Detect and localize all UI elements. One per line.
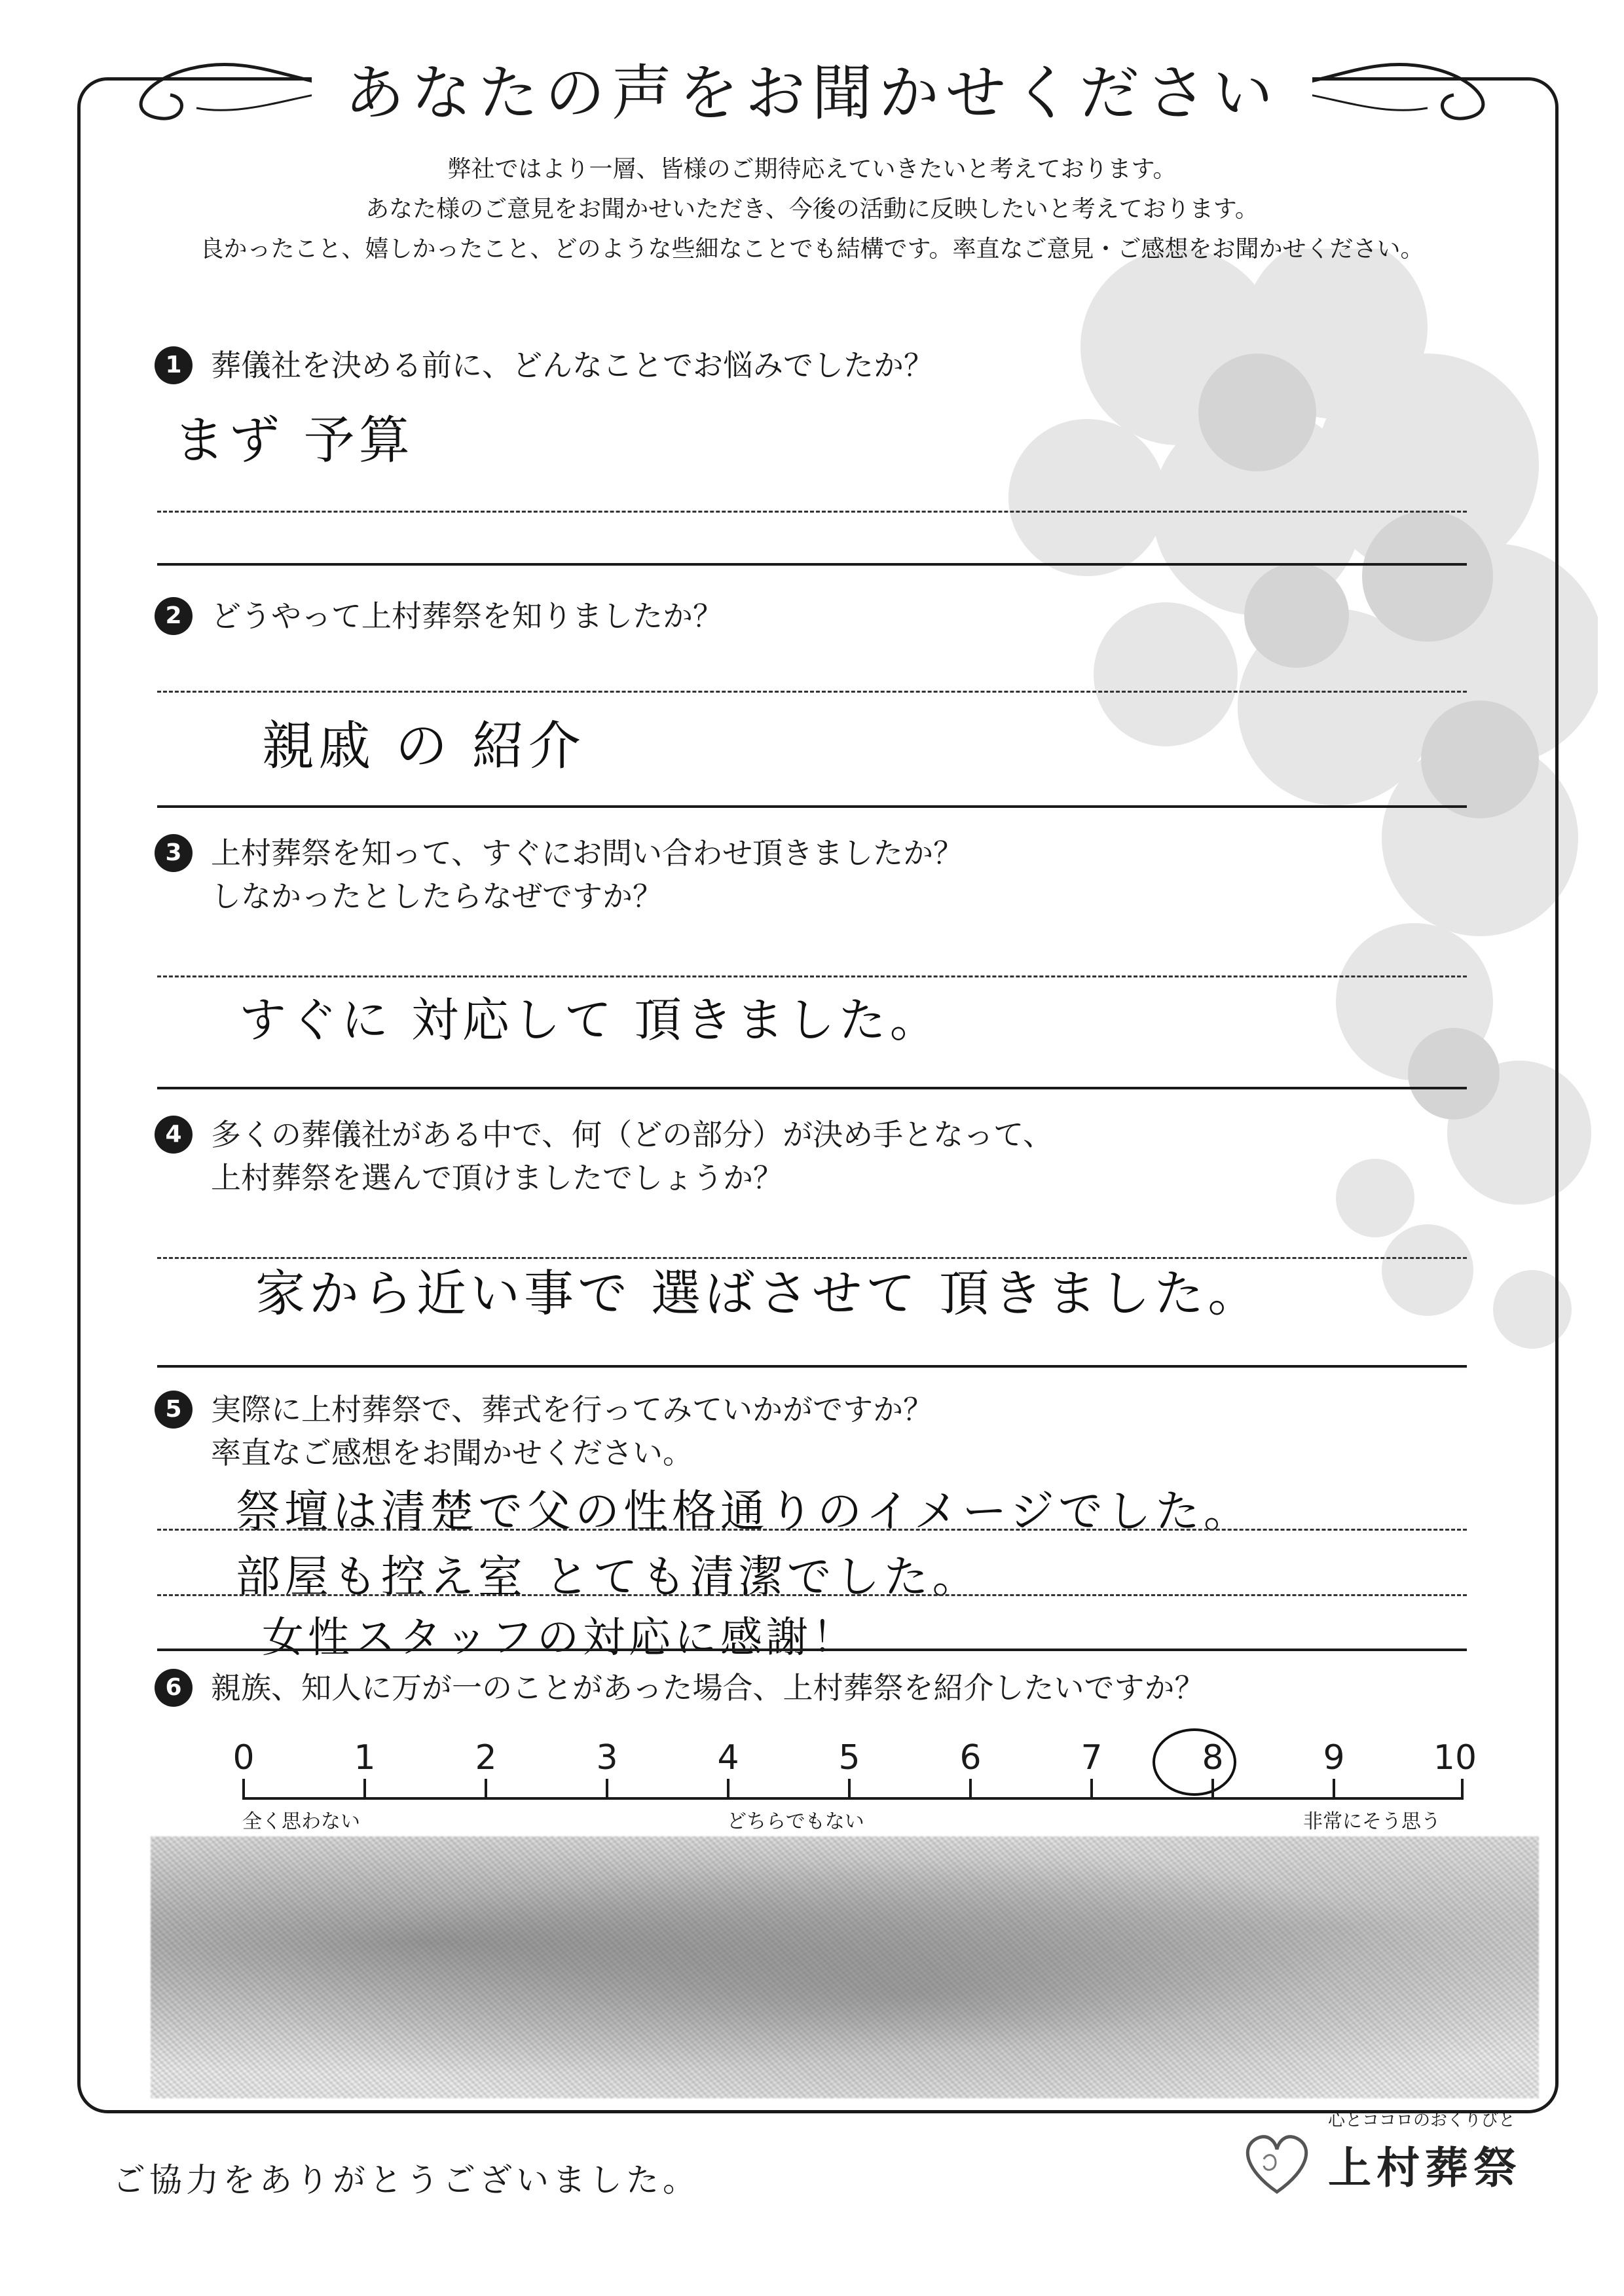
- question-number: 3: [155, 834, 193, 872]
- question-2: [155, 594, 723, 638]
- intro-line: あなた様のご意見をお聞かせいただき、今後の活動に反映したいと考えております。: [365, 196, 1259, 223]
- question-number: 4: [155, 1116, 193, 1154]
- scale-number: 3: [596, 1738, 618, 1777]
- question-3: [155, 831, 963, 918]
- answer-line: [157, 1529, 1467, 1531]
- scale-tick: [363, 1779, 366, 1798]
- answer-line: [157, 511, 1467, 513]
- scale-label-mid: どちらでもない: [727, 1810, 864, 1833]
- answer-1: まず 予算: [174, 411, 414, 470]
- scale-tick: [1211, 1779, 1214, 1798]
- answer-5-line-2: 部屋も控え室 とても清潔でした。: [236, 1552, 981, 1603]
- brand-name: 上村葬祭: [1328, 2143, 1522, 2193]
- section-divider: [157, 1365, 1467, 1368]
- intro-line: 良かったこと、嬉しかったこと、どのような些細なことでも結構です。率直なご意見・ご感想をお聞かせください。: [200, 236, 1424, 263]
- intro-text: [0, 149, 1624, 269]
- scale-number: 9: [1323, 1738, 1345, 1777]
- scale-tick: [1461, 1779, 1464, 1798]
- question-number: 5: [155, 1391, 193, 1429]
- section-divider: [157, 1087, 1467, 1089]
- scale-number: 6: [959, 1738, 982, 1777]
- scale-tick: [1090, 1779, 1093, 1798]
- scale-number: 10: [1433, 1738, 1477, 1777]
- question-text: 上村葬祭を選んで頂けましたでしょうか？: [211, 1160, 783, 1195]
- question-text: 実際に上村葬祭で、葬式を行ってみていかがですか？: [211, 1392, 934, 1427]
- question-text: 上村葬祭を知って、すぐにお問い合わせ頂きましたか？: [211, 835, 964, 871]
- question-number: 2: [155, 597, 193, 635]
- scale-number: 4: [717, 1738, 739, 1777]
- question-6: [155, 1666, 1205, 1709]
- scale-tick: [242, 1779, 245, 1798]
- question-1: [155, 344, 934, 387]
- answer-3: すぐに 対応して 頂きました。: [239, 993, 941, 1048]
- scale-number: 2: [475, 1738, 497, 1777]
- scale-tick: [727, 1779, 729, 1798]
- answer-5-line-3: 女性スタッフの対応に感謝！: [262, 1614, 858, 1662]
- brand-logo: [1231, 2107, 1545, 2198]
- answer-line: [157, 975, 1467, 977]
- scale-number: 5: [838, 1738, 860, 1777]
- scale-tick: [606, 1779, 608, 1798]
- scale-number: 1: [354, 1738, 376, 1777]
- section-divider: [157, 1649, 1467, 1651]
- scale-label-low: 全く思わない: [242, 1810, 360, 1833]
- scale-number: 8: [1202, 1738, 1224, 1777]
- answer-4: 家から近い事で 選ばさせて 頂きました。: [255, 1264, 1262, 1322]
- answer-line: [157, 691, 1467, 693]
- question-number: 6: [155, 1669, 193, 1707]
- question-text: しなかったとしたらなぜですか？: [211, 879, 663, 914]
- answer-2: 親戚 の 紹介: [262, 716, 585, 776]
- scale-number: 7: [1080, 1738, 1103, 1777]
- question-4: [155, 1113, 1053, 1199]
- scale-label-high: 非常にそう思う: [1303, 1810, 1441, 1833]
- scale-tick: [848, 1779, 851, 1798]
- section-divider: [157, 563, 1467, 566]
- scale-tick: [1333, 1779, 1335, 1798]
- brand-tagline: 心とココロのおくりびと: [1328, 2111, 1516, 2130]
- question-text: 率直なご感想をお聞かせください。: [211, 1435, 693, 1470]
- question-text: 葬儀社を決める前に、どんなことでお悩みでしたか？: [211, 348, 934, 383]
- question-text: 多くの葬儀社がある中で、何（どの部分）が決め手となって、: [211, 1117, 1054, 1152]
- obscured-area: [151, 1836, 1539, 2098]
- question-number: 1: [155, 346, 193, 384]
- scale-tick: [969, 1779, 972, 1798]
- heart-icon: [1238, 2126, 1316, 2198]
- thank-you-text: ご協力をありがとうございました。: [113, 2161, 699, 2199]
- question-text: どうやって上村葬祭を知りましたか？: [211, 598, 723, 634]
- intro-line: 弊社ではより一層、皆様のご期待応えていきたいと考えております。: [447, 156, 1177, 183]
- scale-number: 0: [232, 1738, 255, 1777]
- scale-tick: [485, 1779, 487, 1798]
- answer-line: [157, 1594, 1467, 1596]
- scale-line: [242, 1797, 1464, 1800]
- page-title: あなたの声をお聞かせください: [312, 45, 1312, 132]
- answer-5-line-1: 祭壇は清楚で父の性格通りのイメージでした。: [236, 1486, 1252, 1538]
- section-divider: [157, 805, 1467, 808]
- question-5: [155, 1388, 933, 1474]
- question-text: 親族、知人に万が一のことがあった場合、上村葬祭を紹介したいですか？: [211, 1670, 1205, 1705]
